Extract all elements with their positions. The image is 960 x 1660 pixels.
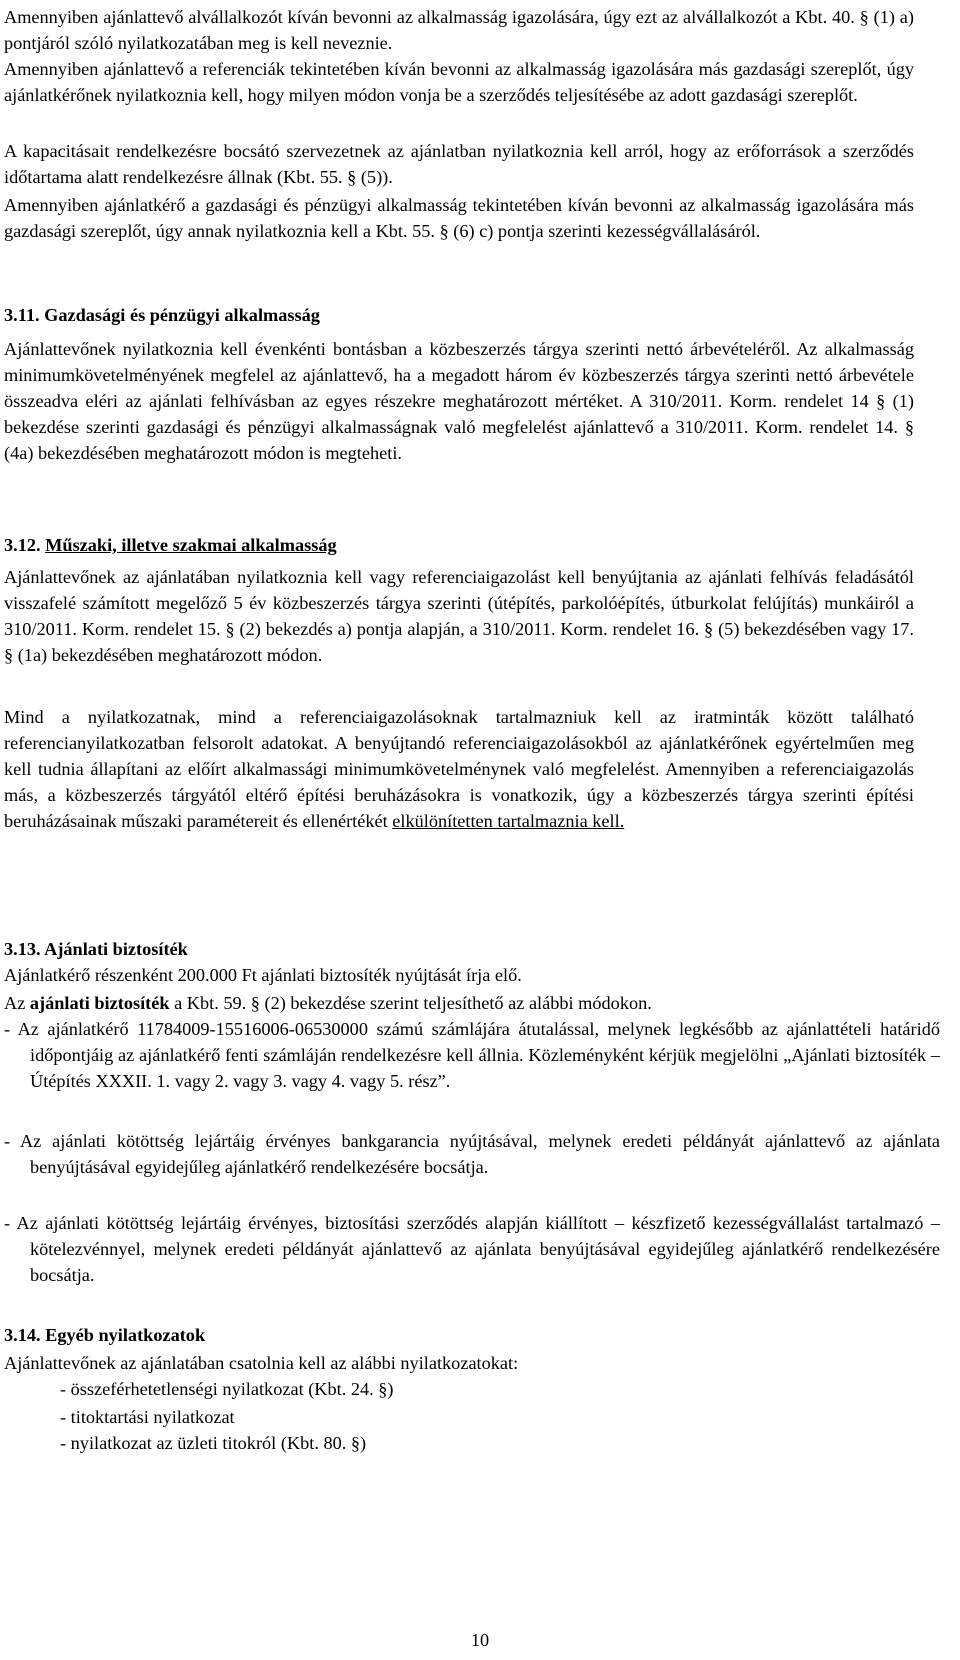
deposit-option-insurance: - Az ajánlati kötöttség lejártáig érvényes, biztosítási szerződés alapján kiállított – készfizető kezességvállalást tartalmazó – kötelezvénnyel, melynek eredeti példányát ajánlattevő az ajánlata benyújtásával egyidejűleg ajánlatkérő rendelkezésére bocsátja. — [4, 1213, 940, 1285]
section-title: Műszaki, illetve szakmai alkalmasság — [45, 535, 337, 555]
page-number: 10 — [470, 1630, 490, 1650]
section-heading-3-13: 3.13. Ajánlati biztosíték — [4, 939, 188, 959]
section-body-3-12-b — [4, 704, 914, 834]
section-heading-3-11: 3.11. Gazdasági és pénzügyi alkalmasság — [4, 305, 320, 325]
declaration-item-trade-secret: - nyilatkozat az üzleti titokról (Kbt. 80. §) — [60, 1433, 367, 1453]
body-text: Mind a nyilatkozatnak, mind a referenciaigazolásoknak tartalmazniuk kell az iratminták között található referencianyilatkozatban felsorolt adatokat. A benyújtandó referenciaigazolásokból az ajánlatkérőnek egyértelműen meg kell tudnia állapítani az előírt alkalmassági minimumkövetelménynek való megfelelést. Amennyiben a referenciaigazolás más, a közbeszerzés tárgyától eltérő építési beruházásokra is vonatkozik, úgy a közbeszerzés tárgya szerinti építési beruházásainak műszaki paramétereit és ellenértékét — [4, 707, 914, 831]
section-body-3-11: Ajánlattevőnek nyilatkoznia kell évenkénti bontásban a közbeszerzés tárgya szerinti nettó árbevételéről. Az alkalmasság minimumkövetelményének megfelel az ajánlattevő, ha a megadott három év közbeszerzés tárgya szerinti nettó árbevétele összeadva eléri az ajánlati felhívásban az egyes részekre meghatározott mértéket. A 310/2011. Korm. rendelet 14 § (1) bekezdése szerinti gazdasági és pénzügyi alkalmasságnak való megfelelést ajánlattevő a 310/2011. Korm. rendelet 14. § (4a) bekezdésében meghatározott módon is megteheti. — [4, 339, 914, 463]
underlined-text: elkülönítetten tartalmaznia kell. — [392, 811, 625, 831]
declarations-intro: Ajánlattevőnek az ajánlatában csatolnia kell az alábbi nyilatkozatokat: — [4, 1353, 519, 1373]
declaration-item-conflict: - összeférhetetlenségi nyilatkozat (Kbt. 24. §) — [60, 1379, 394, 1399]
section-body-3-12-a: Ajánlattevőnek az ajánlatában nyilatkoznia kell vagy referenciaigazolást kell benyújtania az ajánlati felhívás feladásától visszafelé számított megelőző 5 év közbeszerzés tárgya szerinti (útépítés, parkolóépítés, útburkolat felújítás) munkáiról a 310/2011. Korm. rendelet 15. § (2) bekezdés a) pontja alapján, a 310/2011. Korm. rendelet 16. § (5) bekezdésében vagy 17. § (1a) bekezdésében meghatározott módon. — [4, 567, 914, 665]
declaration-item-confidentiality: - titoktartási nyilatkozat — [60, 1407, 235, 1427]
text-post: a Kbt. 59. § (2) bekezdése szerint teljesíthető az alábbi módokon. — [169, 993, 652, 1013]
deposit-option-bank-guarantee: - Az ajánlati kötöttség lejártáig érvényes bankgarancia nyújtásával, melynek eredeti példányát ajánlattevő az ajánlata benyújtásával egyidejűleg ajánlatkérő rendelkezésére bocsátja. — [4, 1131, 940, 1177]
paragraph-subcontractor: Amennyiben ajánlattevő alvállalkozót kíván bevonni az alkalmasság igazolására, úgy ezt az alvállalkozót a Kbt. 40. § (1) a) pontjáról szóló nyilatkozatában meg is kell neveznie. — [4, 7, 914, 53]
bold-term: ajánlati biztosíték — [29, 993, 170, 1013]
text-pre: Az — [4, 993, 30, 1013]
deposit-option-transfer: - Az ajánlatkérő 11784009-15516006-06530000 számú számlájára átutalással, melynek legkésőbb az ajánlattételi határidő időpontjáig az ajánlatkérő fenti számláján rendelkezésre kell állnia. Közleményként kérjük megjelölni „Ajánlati biztosíték – Útépítés XXXII. 1. vagy 2. vagy 3. vagy 4. vagy 5. rész”. — [4, 1019, 940, 1091]
section-heading-3-12 — [4, 532, 914, 558]
paragraph-financial-guarantee: Amennyiben ajánlatkérő a gazdasági és pénzügyi alkalmasság tekintetében kíván bevonni az alkalmasság igazolására más gazdasági szereplőt, úgy annak nyilatkoznia kell a Kbt. 55. § (6) c) pontja szerinti kezességvállalásáról. — [4, 195, 914, 241]
paragraph-capacity: A kapacitásait rendelkezésre bocsátó szervezetnek az ajánlatban nyilatkoznia kell arról, hogy az erőforrások a szerződés időtartama alatt rendelkezésre állnak (Kbt. 55. § (5)). — [4, 141, 914, 187]
paragraph-references: Amennyiben ajánlattevő a referenciák tekintetében kíván bevonni az alkalmasság igazolására más gazdasági szereplőt, úgy ajánlatkérőnek nyilatkoznia kell, hogy milyen módon vonja be a szerződés teljesítésébe az adott gazdasági szereplőt. — [4, 59, 914, 105]
section-number: 3.12. — [4, 535, 41, 555]
deposit-methods-line — [4, 990, 914, 1016]
deposit-amount-line: Ajánlatkérő részenként 200.000 Ft ajánlati biztosíték nyújtását írja elő. — [4, 965, 522, 985]
section-heading-3-14: 3.14. Egyéb nyilatkozatok — [4, 1325, 206, 1345]
